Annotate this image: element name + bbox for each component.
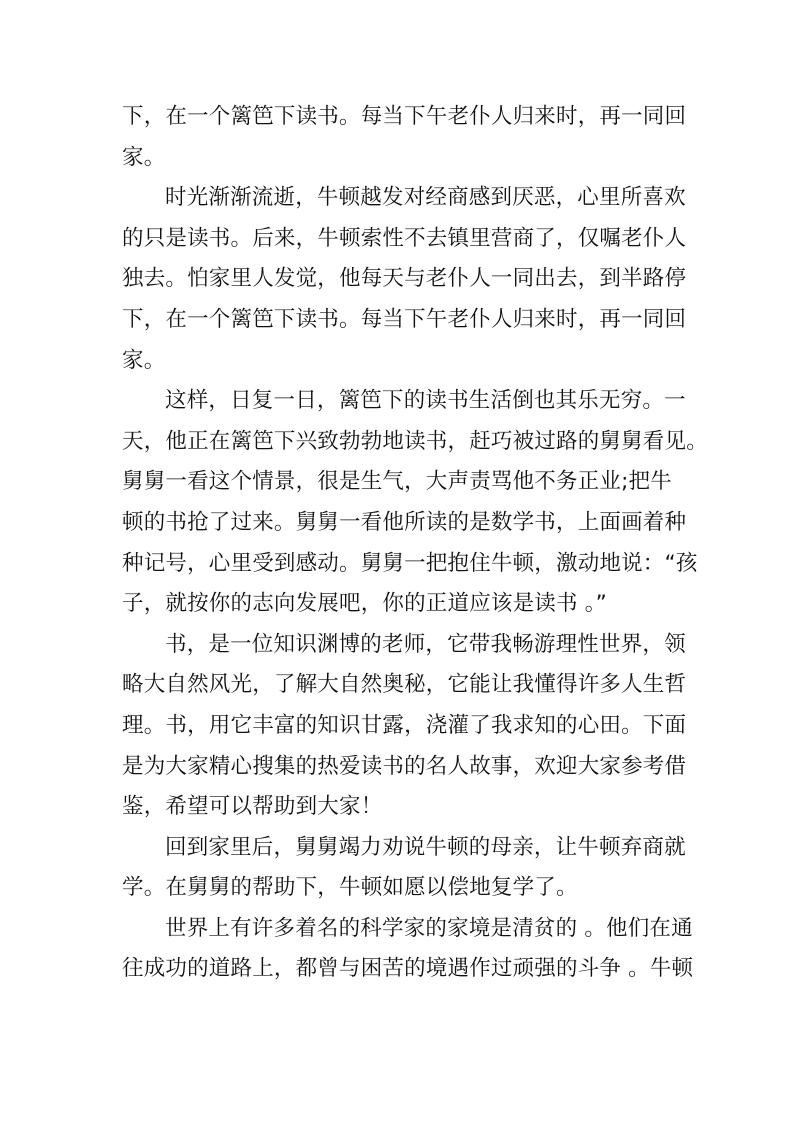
text-line: 往成功的道路上，都曾与困苦的境遇作过顽强的斗争 。牛顿 [122,956,694,982]
text-line: 鉴，希望可以帮助到大家！ [122,794,383,820]
text-line: 种记号，心里受到感动。舅舅一把抱住牛顿，激动地说：“孩 [122,550,698,576]
paragraph [122,828,686,909]
document-body [122,97,708,990]
text-line: 顿的书抢了过来。舅舅一看他所读的是数学书，上面画着种 [122,509,687,535]
text-line: 家。 [122,144,166,170]
text-line: 家。 [122,347,166,373]
text-line: 时光渐渐流逝，牛顿越发对经商感到厌恶，心里所喜欢 [165,185,686,211]
paragraph [122,178,687,381]
text-line: 书，是一位知识渊博的老师，它带我畅游理性世界，领 [165,631,686,657]
text-line: 下，在一个篱笆下读书。每当下午老仆人归来时，再一同回 [122,306,687,332]
text-line: 独去。怕家里人发觉，他每天与老仆人一同出去，到半路停 [122,266,687,292]
text-line: 世界上有许多着名的科学家的家境是清贫的 。他们在通 [165,915,693,941]
paragraph [122,909,694,990]
paragraph [122,625,687,828]
text-line: 天，他正在篱笆下兴致勃勃地读书，赶巧被过路的舅舅看见。 [122,428,708,454]
text-line: 回到家里后，舅舅竭力劝说牛顿的母亲，让牛顿弃商就 [165,834,686,860]
text-line: 下，在一个篱笆下读书。每当下午老仆人归来时，再一同回 [122,104,687,129]
text-line: 是为大家精心搜集的热爱读书的名人故事，欢迎大家参考借 [122,753,687,779]
text-line: 略大自然风光，了解大自然奥秘，它能让我懂得许多人生哲 [122,672,687,698]
text-line: 舅舅一看这个情景，很是生气，大声责骂他不务正业;把牛 [122,469,672,495]
paragraph [122,97,687,178]
text-line: 子，就按你的志向发展吧，你的正道应该是读书 。” [122,591,608,617]
text-line: 这样，日复一日，篱笆下的读书生活倒也其乐无穷。一 [165,388,686,414]
text-line: 理。书，用它丰富的知识甘露，浇灌了我求知的心田。下面 [122,712,687,738]
paragraph [122,381,708,625]
text-line: 学。在舅舅的帮助下，牛顿如愿以偿地复学了。 [122,875,578,901]
text-line: 的只是读书。后来，牛顿索性不去镇里营商了，仅嘱老仆人 [122,225,687,251]
